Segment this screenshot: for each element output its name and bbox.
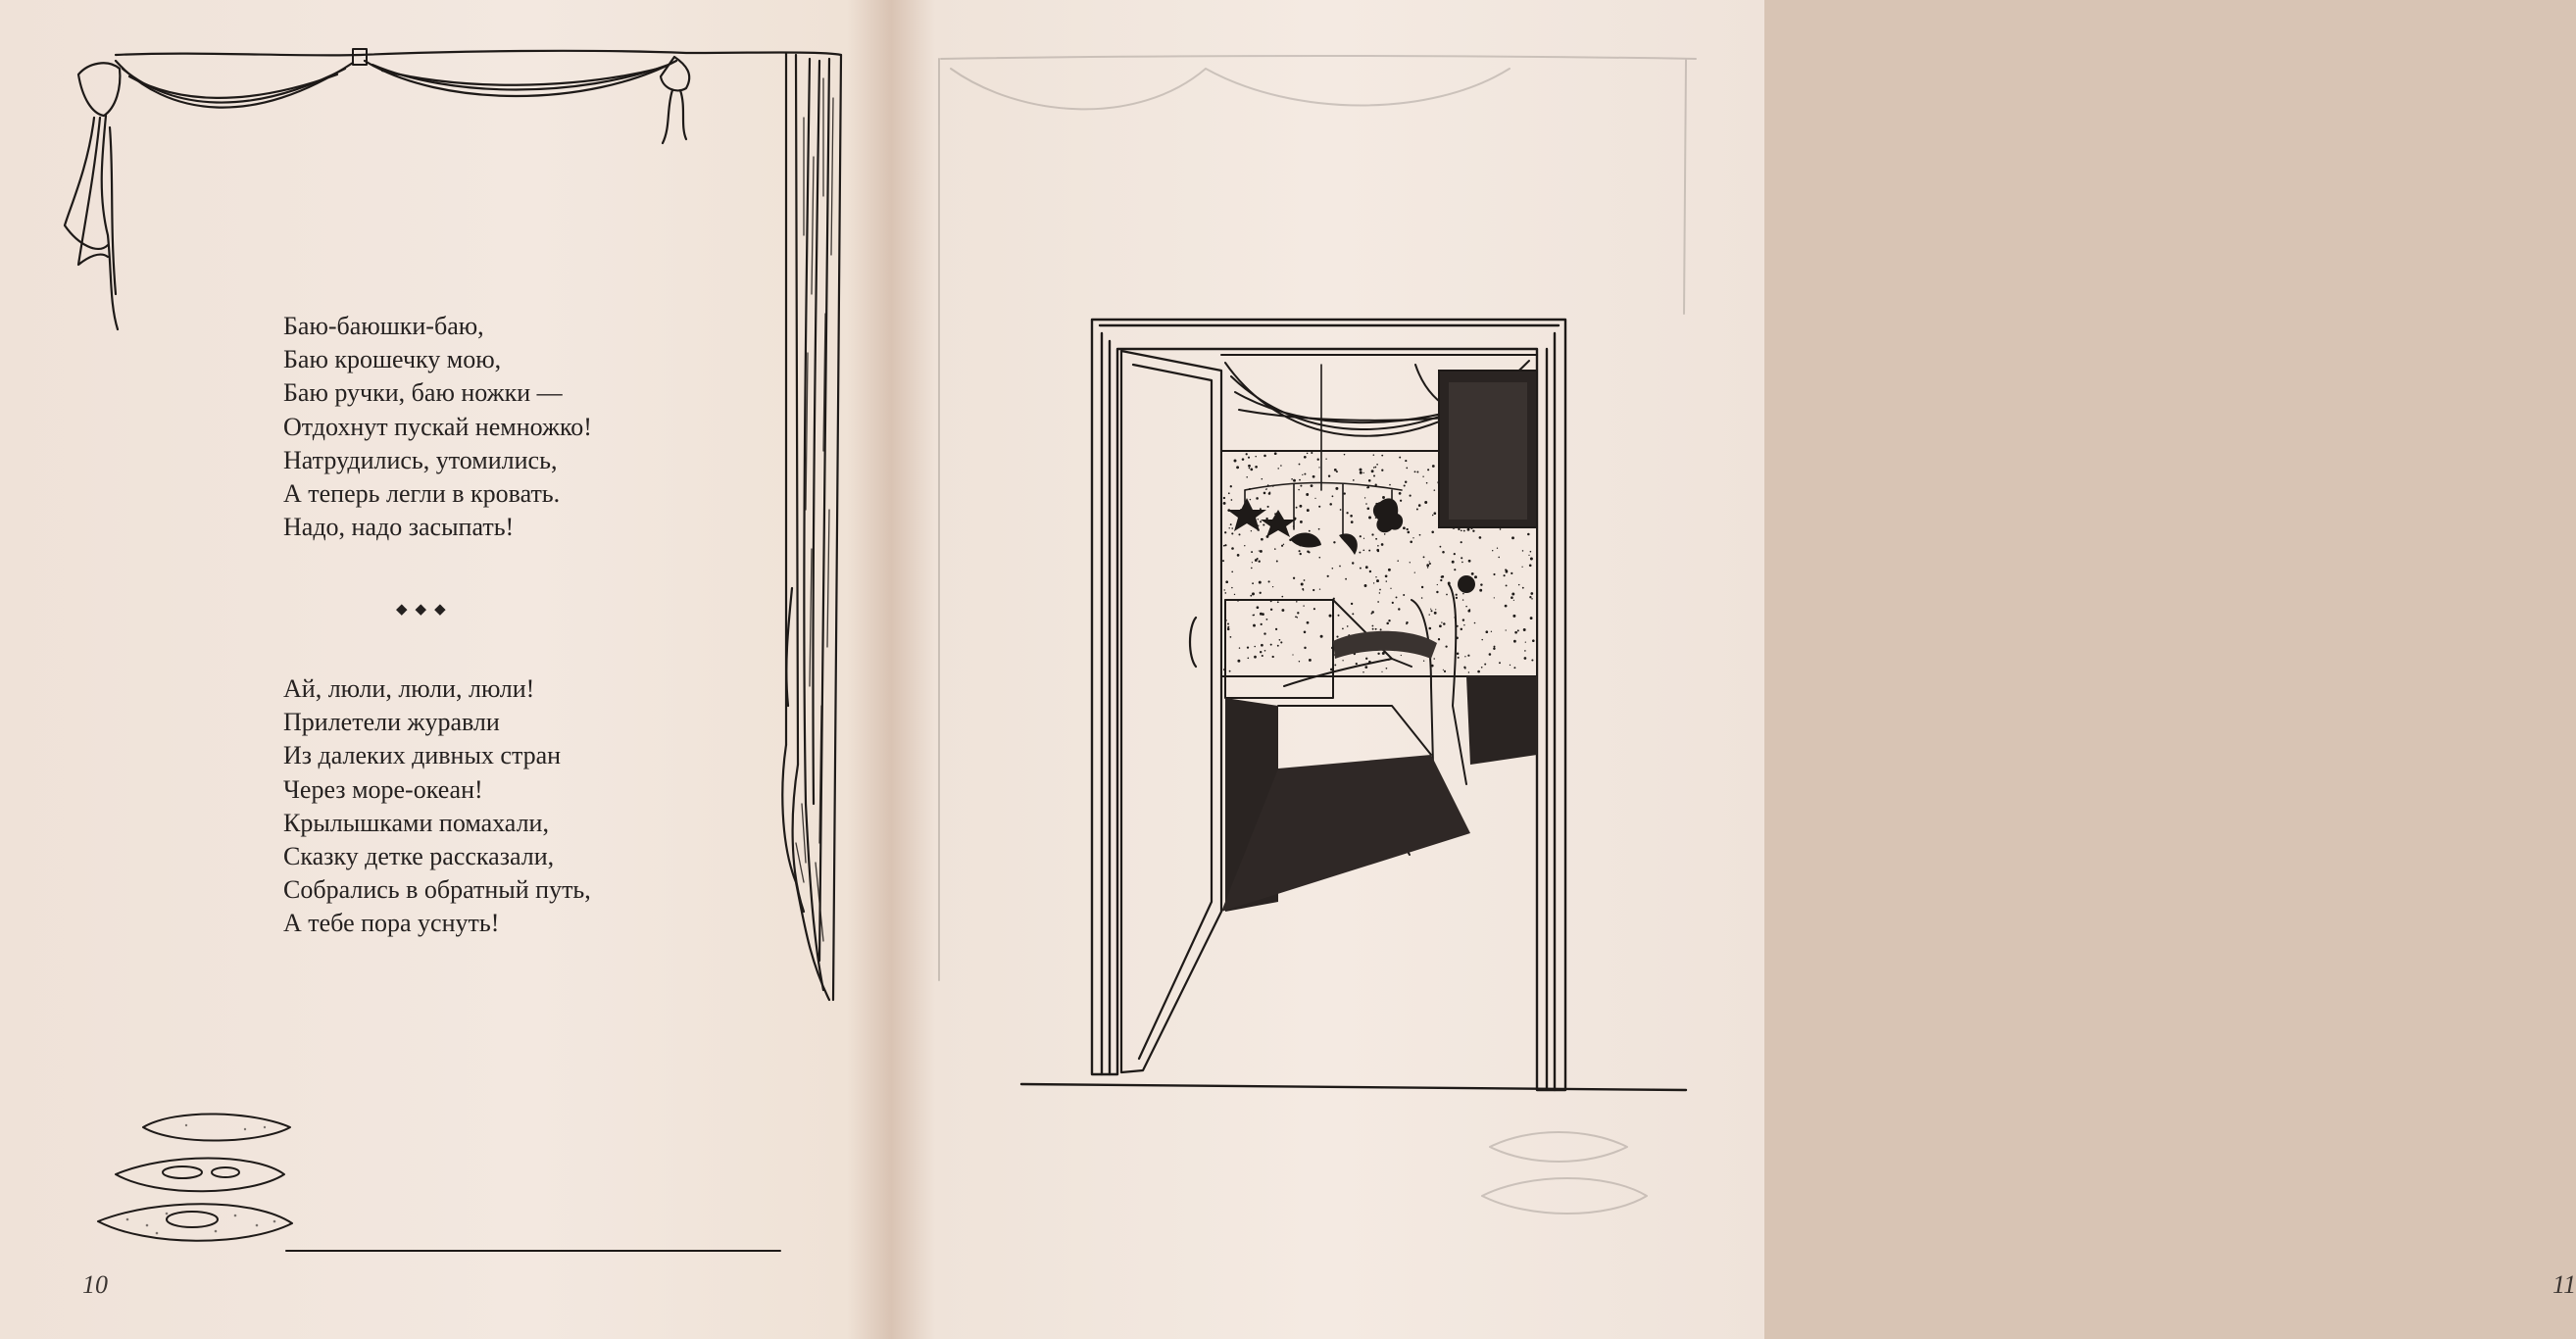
poem-line: Собрались в обратный путь, [283, 875, 591, 905]
right-page [882, 0, 2576, 1339]
poem-line: Ай, люли, люли, люли! [283, 674, 535, 703]
doorway-nursery-icon [882, 0, 1764, 1339]
poem-line: А тебе пора уснуть! [283, 909, 500, 938]
poem-line: Баю-баюшки-баю, [283, 312, 484, 340]
page-number: 11 [2552, 1270, 2576, 1299]
poem-two [283, 672, 591, 941]
left-page [0, 0, 882, 1339]
pillow-stack-icon [0, 0, 882, 1339]
poem-line: Сказку детке рассказали, [283, 842, 555, 871]
poem-line: Через море-океан! [283, 774, 483, 804]
poem-one [283, 310, 592, 544]
poem-line: Отдохнут пускай немножко! [283, 412, 592, 441]
section-separator: ◆◆◆ [396, 600, 454, 618]
poem-line: Баю крошечку мою, [283, 345, 502, 374]
poem-line: Прилетели журавли [283, 708, 500, 737]
poem-line: Крылышками помахали, [283, 808, 549, 837]
poem-line: Надо, надо засыпать! [283, 513, 515, 542]
poem-line: Натрудились, утомились, [283, 445, 558, 474]
poem-line: Баю ручки, баю ножки — [283, 378, 563, 408]
poem-line: А теперь легли в кровать. [283, 479, 561, 509]
poem-line: Из далеких дивных стран [283, 741, 562, 770]
page-number: 10 [82, 1270, 108, 1299]
